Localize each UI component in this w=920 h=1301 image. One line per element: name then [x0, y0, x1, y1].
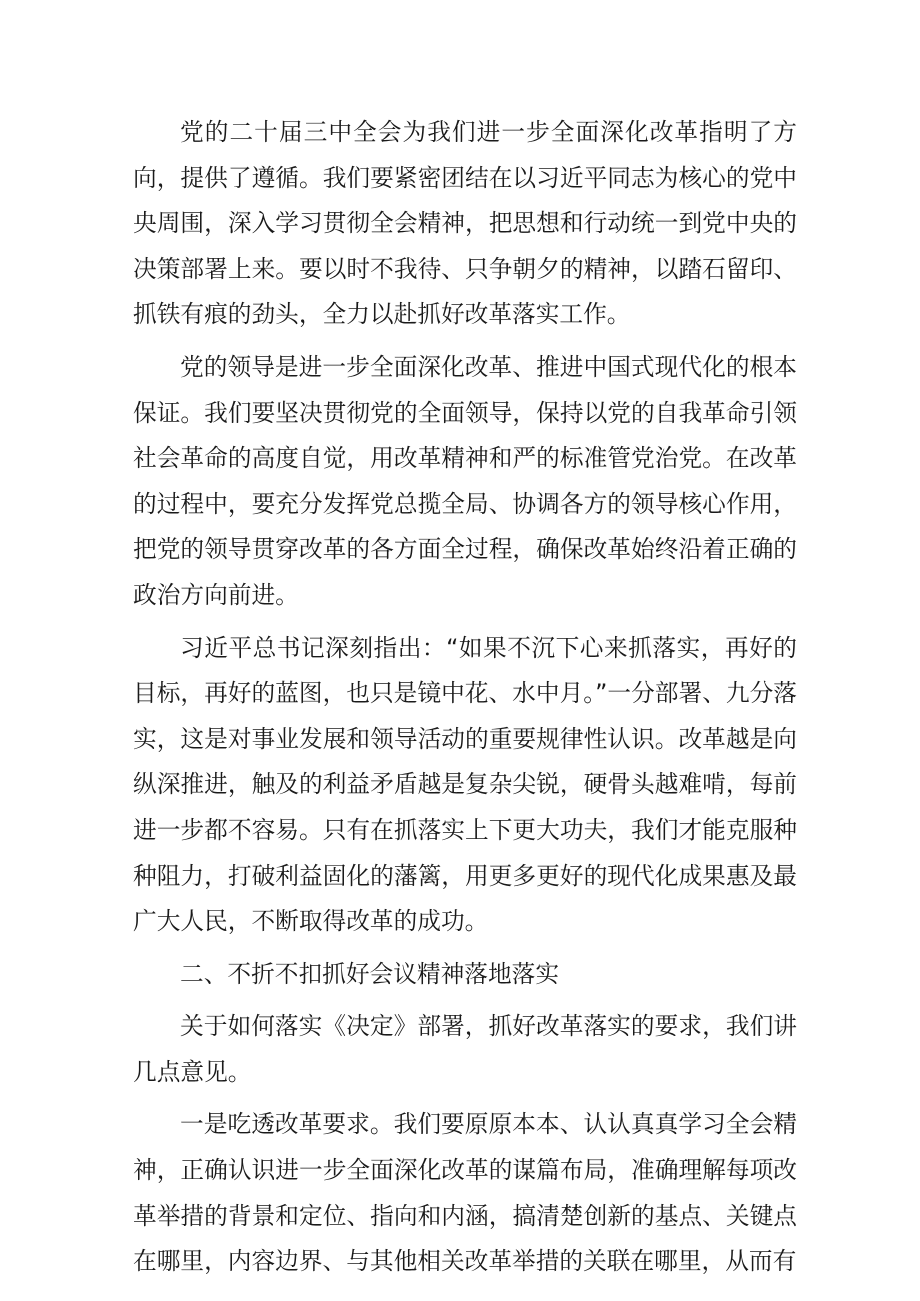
- paragraph-2: 党的领导是进一步全面深化改革、推进中国式现代化的根本保证。我们要坚决贯彻党的全面领导，保持以党的自我革命引领社会革命的高度自觉，用改革精神和严的标准管党治党。在改革的过程中，要充分发挥党总揽全局、协调各方的领导核心作用，把党的领导贯穿改革的各方面全过程，确保改革始终沿着正确的政治方向前进。: [133, 352, 797, 609]
- paragraph-4: 关于如何落实《决定》部署，抓好改革落实的要求，我们讲几点意见。: [133, 1012, 797, 1086]
- section-heading: 二、不折不扣抓好会议精神落地落实: [180, 959, 560, 988]
- paragraph-5: 一是吃透改革要求。我们要原原本本、认认真真学习全会精神，正确认识进一步全面深化改革的谋篇布局，准确理解每项改革举措的背景和定位、指向和内涵，搞清楚创新的基点、关键点在哪里，内容边界、与其他相关改革举措的关联在哪里，从而有: [133, 1110, 797, 1276]
- paragraph-3: 习近平总书记深刻指出：“如果不沉下心来抓落实，再好的目标，再好的蓝图，也只是镜中花、水中月。”一分部署、九分落实，这是对事业发展和领导活动的重要规律性认识。改革越是向纵深推进，触及的利益矛盾越是复杂尖锐，硬骨头越难啃，每前进一步都不容易。只有在抓落实上下更大功夫，我们才能克服种种阻力，打破利益固化的藩篱，用更多更好的现代化成果惠及最广大人民，不断取得改革的成功。: [133, 633, 797, 936]
- document-body: [133, 110, 797, 1292]
- paragraph-1: 党的二十届三中全会为我们进一步全面深化改革指明了方向，提供了遵循。我们要紧密团结在以习近平同志为核心的党中央周围，深入学习贯彻全会精神，把思想和行动统一到党中央的决策部署上来。要以时不我待、只争朝夕的精神，以踏石留印、抓铁有痕的劲头，全力以赴抓好改革落实工作。: [133, 118, 797, 329]
